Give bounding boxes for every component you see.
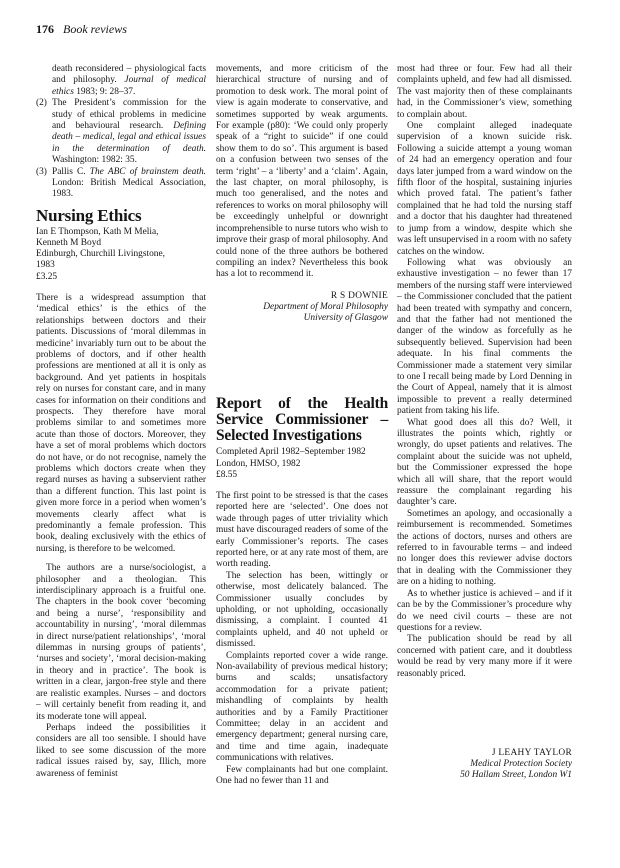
review-title-nursing-ethics: Nursing Ethics xyxy=(36,205,142,225)
paragraph: The first point to be stressed is that the cases reported here are ‘selected’. One does not wade through pages of utter triviality which must have discouraged readers of some of the early Commissioner’s reports. The cases reported here, or at any rate most of them, are worth reading. xyxy=(216,490,388,570)
paragraph: The authors are a nurse/sociologist, a philosopher and a theologian. This interdisciplinary approach is a fruitful one. The chapters in the book cover ‘becoming and being a nurse’, ‘responsibility and accountability in nursing’, ‘moral dilemmas in direct nurse/patient relationships’, ‘moral dilemmas in nursing groups of patients’, ‘nurses and society’, ‘moral decision-making in theory and in practice’. The book is written in a clear, jargon-free style and there are realistic examples. Nurses – and doctors – will certainly benefit from reading it, and its moderate tone will appeal. xyxy=(36,563,206,722)
book-bibliography: Ian E Thompson, Kath M Melia, Kenneth M Boyd Edinburgh, Churchill Livingstone, 1983 £3.25 xyxy=(36,226,165,282)
paragraph: Complaints reported cover a wide range. Non-availability of previous medical history; burns and scalds; unsatisfactory accommodation for a private patient; mishandling of complaints by health authorities and by a Family Practitioner Committee; delay in an accident and emergency department; general nursing care, and time and time again, inadequate communications with relatives. xyxy=(216,650,388,764)
paragraph: The selection has been, wittingly or otherwise, most delicately balanced. The Commissioner usually concludes by upholding, or not upholding, occasionally dismissing, a complaint. I counted 41 complaints upheld, and 40 not upheld or dismissed. xyxy=(216,570,388,650)
paragraph: movements, and more criticism of the hierarchical structure of nursing and of promotion to desk work. The moral point of view is again moderate to conservative, and sometimes supported by weak arguments. For example (p80): ‘We could only properly speak of a “right to suicide” if one could show them to do so’. This argument is based on a confusion between two senses of the term ‘right’ – a ‘liberty’ and a ‘claim’. Again, the last chapter, on moral philosophy, is much too generalised, and the notes and references to works on moral philosophy will be exceedingly unhelpful or downright incomprehensible to nurse tutors who wish to improve their grasp of moral philosophy. And could none of the three authors be bothered compiling an index? Nevertheless this book has a lot to recommend it. xyxy=(216,64,388,280)
paragraph: As to whether justice is achieved – and if it can be by the Commissioner’s procedure why do we need civil courts – these are not questions for a review. xyxy=(397,588,572,633)
paragraph: The publication should be read by all concerned with patient care, and it doubtless would be read by very many more if it were reasonably priced. xyxy=(397,634,572,679)
paragraph: Perhaps indeed the possibilities it considers are all too sensible. I should have liked to see some discussion of the more radical issues raised by, say, Illich, more awareness of feminist xyxy=(36,722,206,779)
reference-list xyxy=(36,64,206,201)
paragraph: What good does all this do? Well, it illustrates the points which, rightly or wrongly, do upset patients and relatives. The complaint about the suicide was not upheld, but the Commissioner expressed the hope which all will share, that the report would reassure the complainant regarding his daughter’s care. xyxy=(397,417,572,508)
paragraph: Following what was obviously an exhaustive investigation – no fewer than 17 members of the nursing staff were interviewed – the Commissioner concluded that the patient had been treated with sympathy and concern, and that the father had not mentioned the danger of the window as forcefully as he subsequently believed. Supervision had been adequate. In his final comments the Commissioner made a statement very similar to one I recall being made by Lord Denning in the Court of Appeal, namely that it is almost impossible to prevent a really determined patient from taking his life. xyxy=(397,257,572,417)
section-title: Book reviews xyxy=(63,22,127,36)
page-header xyxy=(36,22,127,37)
paragraph: One complaint alleged inadequate supervision of a known suicide risk. Following a suicide attempt a young woman of 24 had an emergency operation and four days later jumped from a ward window on the fifth floor of the hospital, sustaining injuries which proved fatal. The patient’s father complained that he had told the nursing staff and a doctor that his daughter had threatened to jump from a window, despite which she was left unsupervised in a room with no safety catches on the window. xyxy=(397,121,572,257)
column-2 xyxy=(216,64,388,788)
report-bibliography: Completed April 1982–September 1982 London, HMSO, 1982 £8.55 xyxy=(216,447,366,480)
reference-3: (3) Pallis C. The ABC of brainstem death. London: British Medical Association, 1983. xyxy=(36,166,207,200)
paragraph: Few complainants had but one complaint. One had no fewer than 11 and xyxy=(216,764,388,787)
paragraph: most had three or four. Few had all their complaints upheld, and few had all dismissed. The vast majority then of these complainants had, in the Commissioner’s view, something to complain about. xyxy=(397,64,572,120)
reviewer-signature: J LEAHY TAYLOR Medical Protection Society 50 Hallam Street, London W1 xyxy=(460,747,572,781)
reviewer-signature: R S DOWNIE Department of Moral Philosophy University of Glasgow xyxy=(263,290,388,324)
paragraph: There is a widespread assumption that ‘medical ethics’ is the ethics of the relationships between doctors and their patients. Discussions of ‘moral dilemmas in medicine’ invariably turn out to be about the problems of doctors, and if other health professions are mentioned at all it is only as background. And yet patients in hospitals rely on nurses for constant care, and in many cases for information on their conditions and prospects. They therefore have moral problems similar to and sometimes more acute than those of doctors. Moreover, they have a set of moral problems which doctors do not have, or do not recognise, namely the problems which doctors create when they regard nurses as having a subservient rather than a different function. This last point is given more force in a period when women’s movements clearly affect what is predominantly a female profession. This book, dealing exclusively with the ethics of nursing, is therefore to be welcomed. xyxy=(36,292,206,554)
column-1 xyxy=(36,64,206,780)
reference-2: (2) The President’s commission for the study of ethical problems in medicine and behavioural research. Defining death – medical, legal and ethical issues in the determination of death. Washington: 1982: 35. xyxy=(36,98,207,166)
reference-1-continued: death reconsidered – physiological facts and philosophy. Journal of medical ethics 1983; 9: 28–37. xyxy=(52,64,206,97)
paragraph: Sometimes an apology, and occasionally a reimbursement is recommended. Sometimes the actions of doctors, nurses and others are referred to in favourable terms – and indeed no longer does this reviewer advise doctors that in dealing with the Commissioner they are on a hiding to nothing. xyxy=(397,508,572,588)
column-3 xyxy=(397,64,572,782)
page-number: 176 xyxy=(36,22,54,36)
review-title-health-commissioner: Report of the Health Service Commissioner – Selected Investigations xyxy=(216,395,388,445)
